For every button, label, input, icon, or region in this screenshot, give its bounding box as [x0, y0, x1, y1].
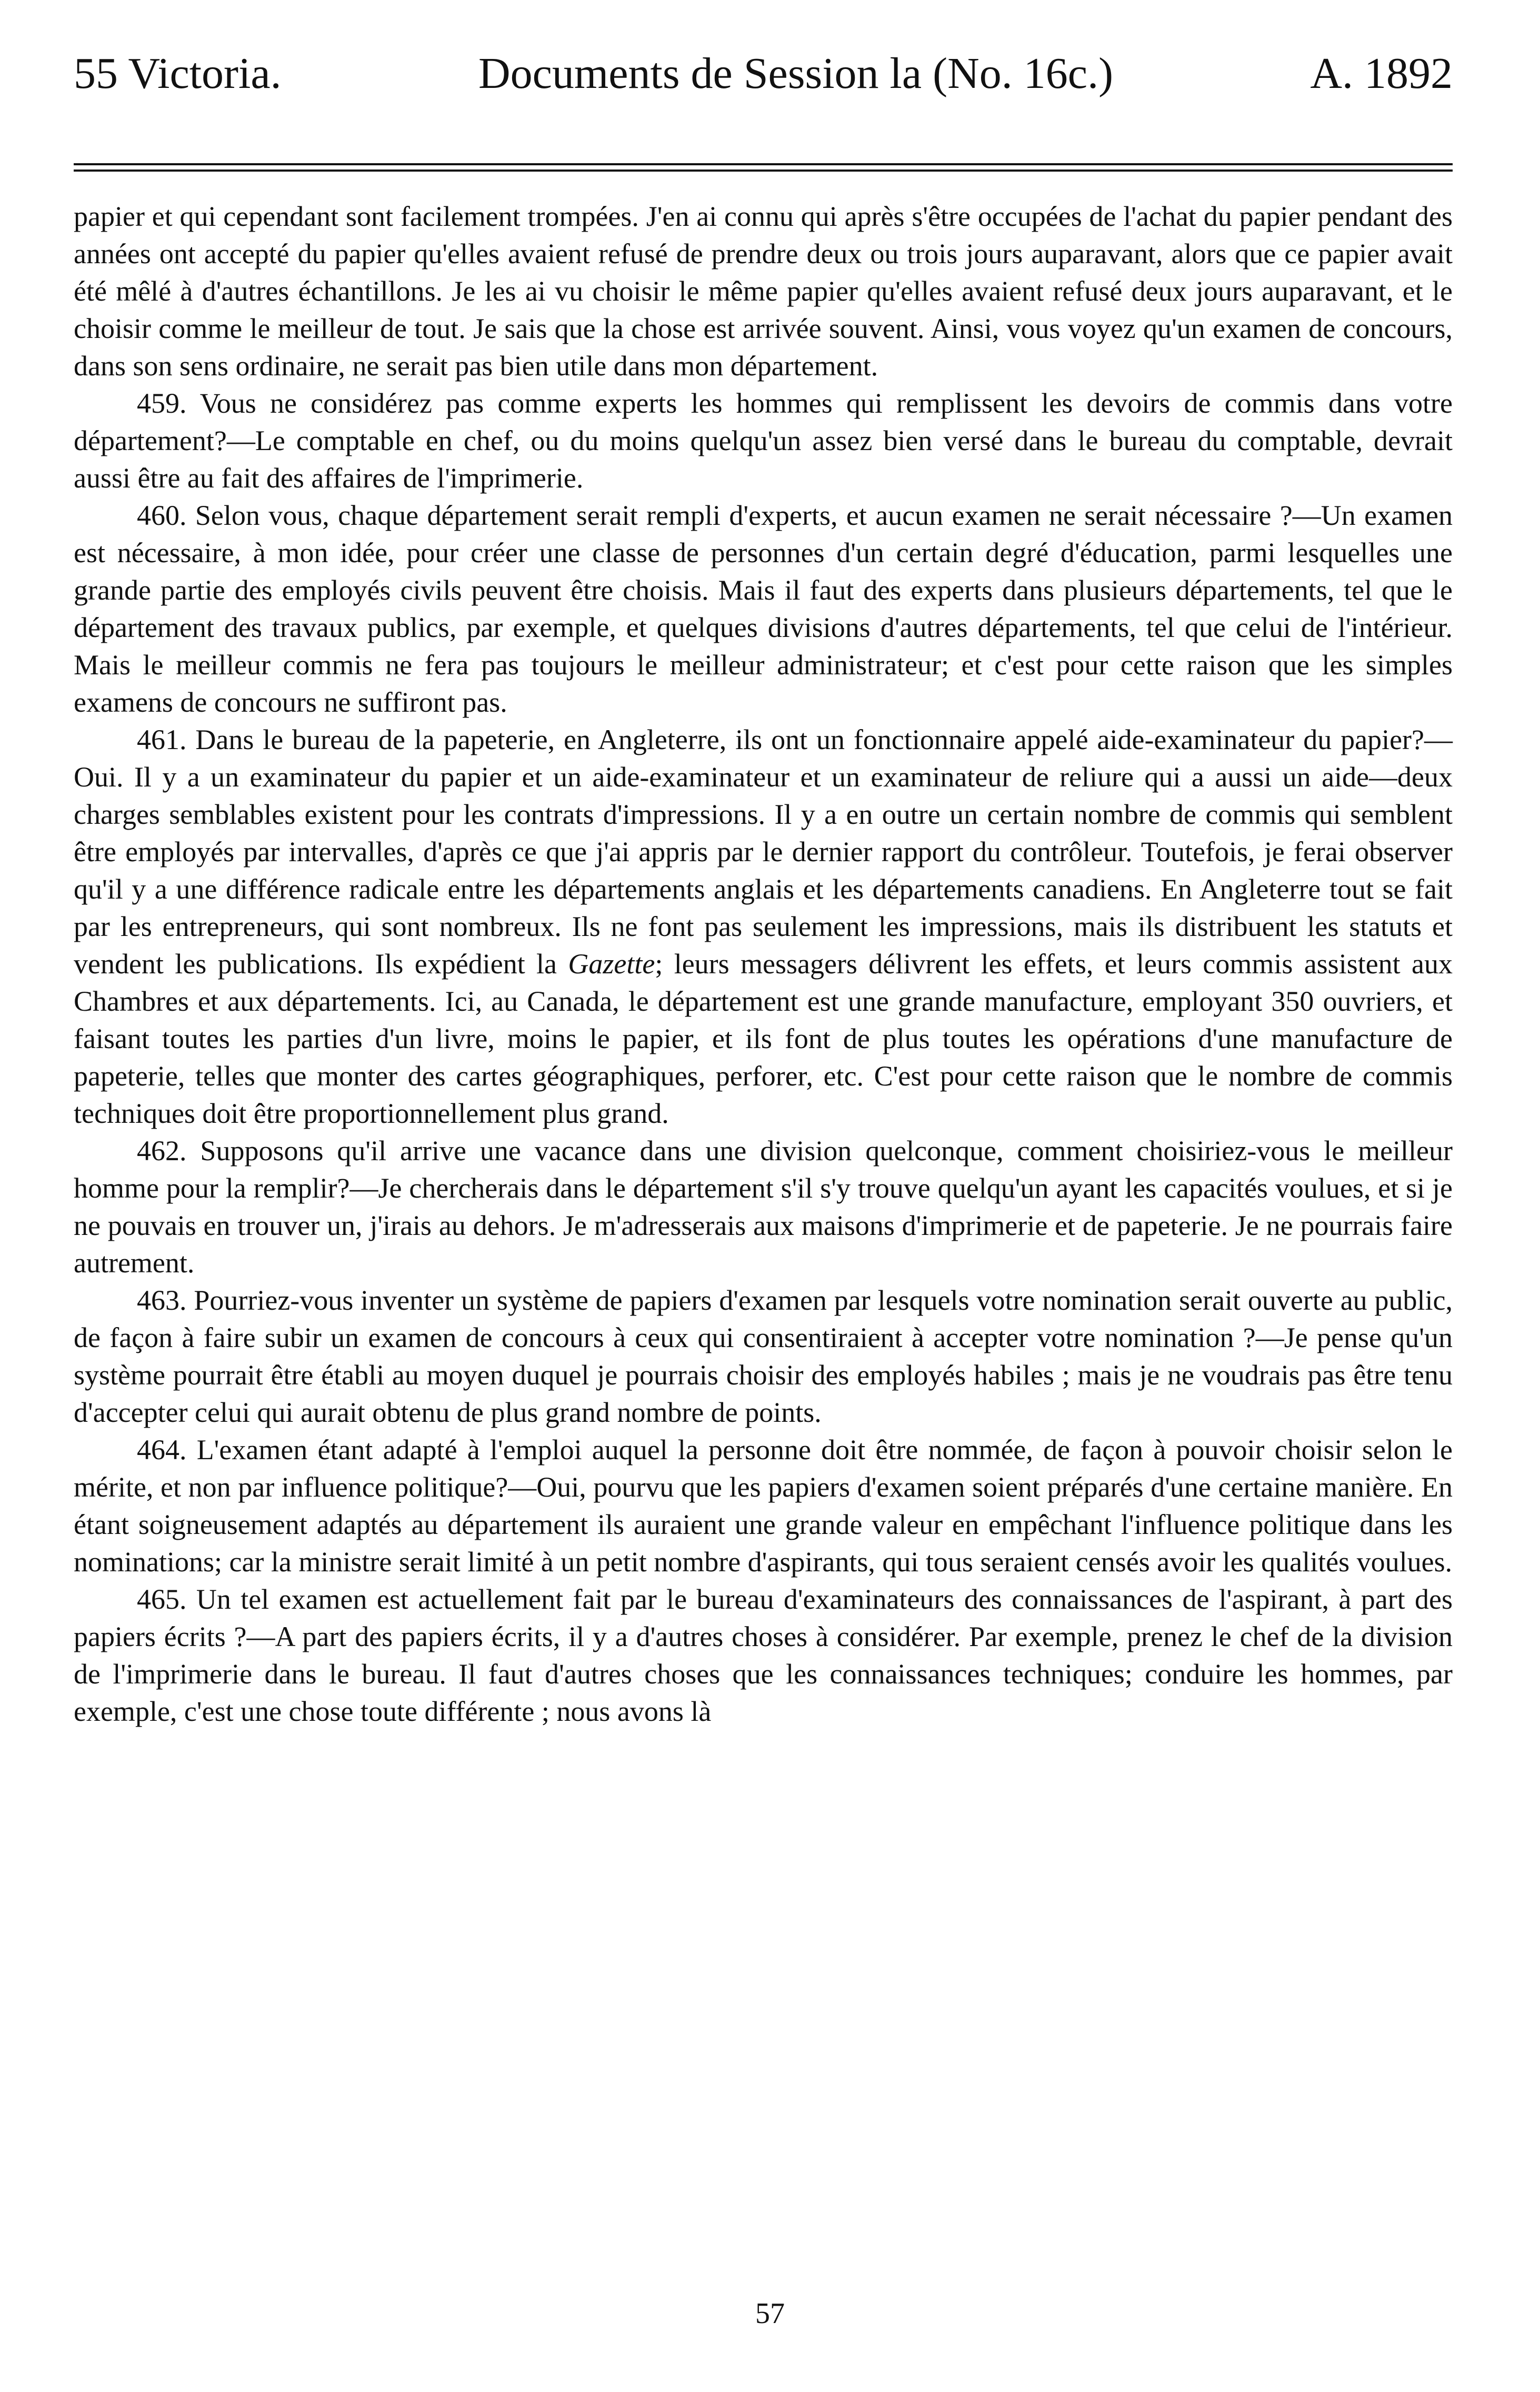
paragraph-number: 465. [137, 1583, 187, 1615]
paragraph-464 [74, 1431, 1453, 1581]
header-title: Documents de Session la (No. 16c.) [478, 49, 1114, 98]
paragraph-461 [74, 721, 1453, 1132]
paragraph-text: Un tel examen est actuellement fait par le bureau d'examinateurs des connaissances de l'aspirant, à part des papiers écrits ?—A part des papiers écrits, il y a d'autres choses à considérer. Par exemple, prenez le chef de la division de l'imprimerie dans le bureau. Il faut d'autres choses que les connaissances techniques; conduire les hommes, par exemple, c'est une chose toute différente ; nous avons là [74, 1583, 1453, 1727]
paragraph-text: Dans le bureau de la papeterie, en Angleterre, ils ont un fonctionnaire appelé aide-examinateur du papier?—Oui. Il y a un examinateur du papier et un aide-examinateur et un examinateur de reliure qui a aussi un aide—deux charges semblables existent pour les contrats d'impressions. Il y a en outre un certain nombre de commis qui semblent être employés par intervalles, d'après ce que j'ai appris par le dernier rapport du contrôleur. Toutefois, je ferai observer qu'il y a une différence radicale entre les départements anglais et les départements canadiens. En Angleterre tout se fait par les entrepreneurs, qui sont nombreux. Ils ne font pas seulement les impressions, mais ils distribuent les statuts et vendent les publications. Ils expédient la [74, 724, 1453, 980]
paragraph-text: Vous ne considérez pas comme experts les hommes qui remplissent les devoirs de commis dans votre département?—Le comptable en chef, ou du moins quelqu'un assez bien versé dans le bureau du comptable, devrait aussi être au fait des affaires de l'imprimerie. [74, 387, 1453, 494]
document-page [74, 42, 1453, 1730]
paragraph-465 [74, 1581, 1453, 1730]
header-double-rule [74, 163, 1453, 172]
italic-gazette: Gazette [568, 948, 655, 980]
header-year: A. 1892 [1310, 49, 1453, 98]
header-rule-top [74, 163, 1453, 165]
paragraph-number: 462. [137, 1135, 187, 1167]
paragraph-text: L'examen étant adapté à l'emploi auquel la personne doit être nommée, de façon à pouvoir choisir selon le mérite, et non par influence politique?—Oui, pourvu que les papiers d'examen soient préparés d'une certaine manière. En étant soigneusement adaptés au département ils auraient une grande valeur en empêchant l'influence politique dans les nominations; car la ministre serait limité à un petit nombre d'aspirants, qui tous seraient censés avoir les qualités voulues. [74, 1434, 1453, 1578]
paragraph-number: 461. [137, 724, 187, 755]
paragraph-text: Pourriez-vous inventer un système de papiers d'examen par lesquels votre nomination serait ouverte au public, de façon à faire subir un examen de concours à ceux qui consentiraient à accepter votre nomination ?—Je pense qu'un système pourrait être établi au moyen duquel je pourrais choisir des employés habiles ; mais je ne voudrais pas être tenu d'accepter celui qui aurait obtenu de plus grand nombre de points. [74, 1284, 1453, 1428]
paragraph-number: 463. [137, 1284, 187, 1316]
paragraph-text-continued: ; leurs messagers délivrent les effets, et leurs commis assistent aux Chambres et aux départements. Ici, au Canada, le département est une grande manufacture, employant 350 ouvriers, et faisant toutes les parties d'un livre, moins le papier, et ils font de plus toutes les opérations d'une manufacture de papeterie, telles que monter des cartes géographiques, perforer, etc. C'est pour cette raison que le nombre de commis techniques doit être proportionnellement plus grand. [74, 948, 1453, 1129]
paragraph-text: Selon vous, chaque département serait rempli d'experts, et aucun examen ne serait nécessaire ?—Un examen est nécessaire, à mon idée, pour créer une classe de personnes d'un certain degré d'éducation, parmi lesquelles une grande partie des employés civils peuvent être choisis. Mais il faut des experts dans plusieurs départements, tel que le département des travaux publics, par exemple, et quelques divisions d'autres départements, tel que celui de l'intérieur. Mais le meilleur commis ne fera pas toujours le meilleur administrateur; et c'est pour cette raison que les simples examens de concours ne suffiront pas. [74, 500, 1453, 718]
paragraph-text: papier et qui cependant sont facilement trompées. J'en ai connu qui après s'être occupées de l'achat du papier pendant des années ont accepté du papier qu'elles avaient refusé de prendre deux ou trois jours auparavant, alors que ce papier avait été mêlé à d'autres échantillons. Je les ai vu choisir le même papier qu'elles avaient refusé deux jours auparavant, et le choisir comme le meilleur de tout. Je sais que la chose est arrivée souvent. Ainsi, vous voyez qu'un examen de concours, dans son sens ordinaire, ne serait pas bien utile dans mon département. [74, 201, 1453, 382]
paragraph-459 [74, 385, 1453, 497]
paragraph-463 [74, 1282, 1453, 1431]
header-session: 55 Victoria. [74, 49, 282, 98]
paragraph-number: 460. [137, 500, 187, 531]
page-header [74, 42, 1453, 116]
paragraph-text: Supposons qu'il arrive une vacance dans une division quelconque, comment choisiriez-vous le meilleur homme pour la remplir?—Je chercherais dans le département s'il s'y trouve quelqu'un ayant les capacités voulues, et si je ne pouvais en trouver un, j'irais au dehors. Je m'adresserais aux maisons d'imprimerie et de papeterie. Je ne pourrais faire autrement. [74, 1135, 1453, 1279]
body-text [74, 198, 1453, 1730]
page-number: 57 [755, 2297, 785, 2330]
paragraph-number: 459. [137, 387, 187, 419]
paragraph-number: 464. [137, 1434, 187, 1466]
paragraph-continuation [74, 198, 1453, 385]
paragraph-460 [74, 497, 1453, 721]
header-rule-bottom [74, 170, 1453, 172]
paragraph-462 [74, 1132, 1453, 1282]
